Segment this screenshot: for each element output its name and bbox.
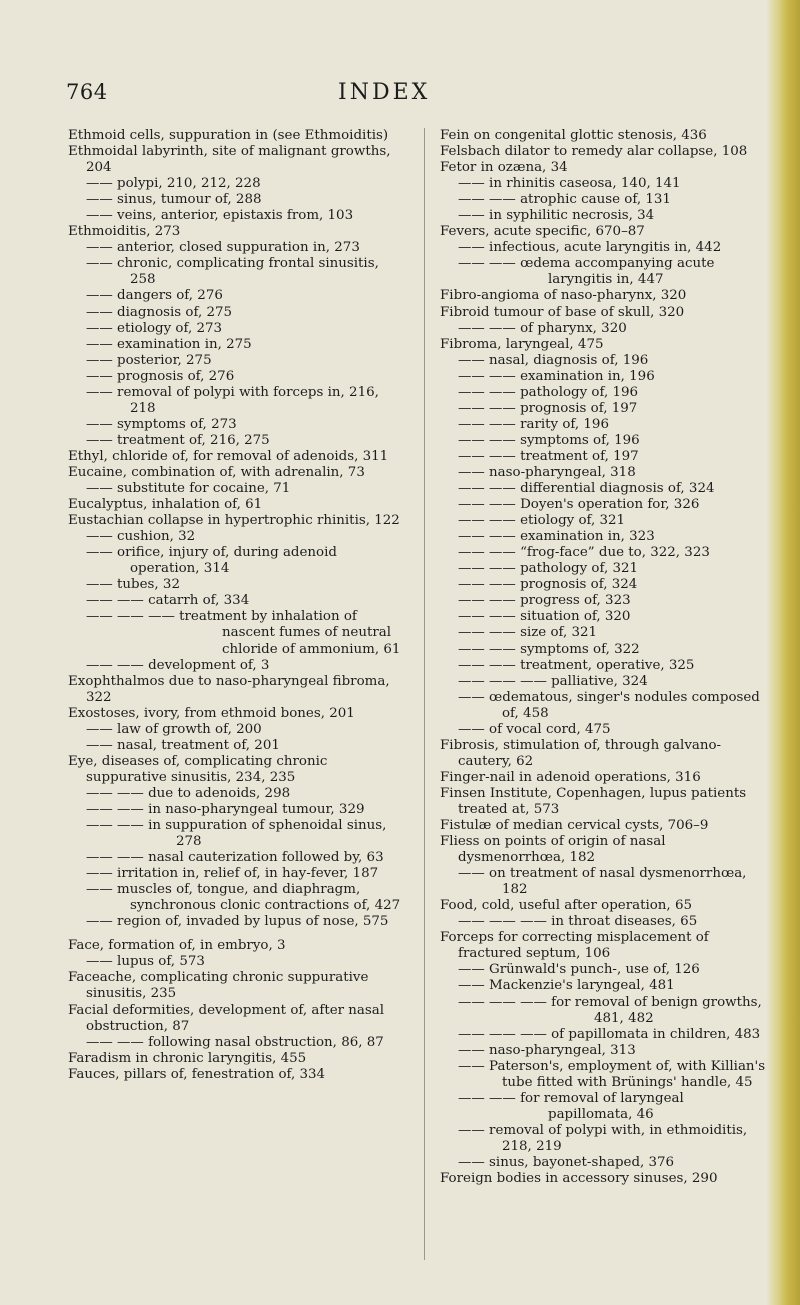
index-entry: —— tubes, 32 xyxy=(86,577,180,593)
index-column-right xyxy=(440,128,772,1187)
index-entry: —— examination in, 275 xyxy=(86,336,252,352)
index-entry: —— —— for removal of laryngeal papillomata, 46 xyxy=(458,1090,684,1122)
index-entry: —— —— —— of papillomata in children, 483 xyxy=(458,1026,761,1042)
index-entry: —— muscles of, tongue, and diaphragm, synchronous clonic contractions of, 427 xyxy=(86,882,401,914)
index-entry: —— —— in naso-pharyngeal tumour, 329 xyxy=(86,801,365,817)
index-entry: —— posterior, 275 xyxy=(86,352,212,368)
column-divider xyxy=(424,128,425,1260)
index-entry: —— cushion, 32 xyxy=(86,529,196,545)
index-entry: Ethmoidal labyrinth, site of malignant growths, 204 xyxy=(68,144,391,176)
index-entry: Eustachian collapse in hypertrophic rhinitis, 122 xyxy=(68,513,400,529)
index-entry: —— polypi, 210, 212, 228 xyxy=(86,176,261,192)
index-entry: —— —— in suppuration of sphenoidal sinus, 278 xyxy=(86,818,387,850)
index-entry: —— anterior, closed suppuration in, 273 xyxy=(86,240,360,256)
index-entry: —— —— situation of, 320 xyxy=(458,609,631,625)
index-entry: —— nasal, diagnosis of, 196 xyxy=(458,352,649,368)
index-entry: Fibroid tumour of base of skull, 320 xyxy=(440,304,685,320)
index-entry: Facial deformities, development of, after nasal obstruction, 87 xyxy=(68,1002,385,1034)
index-entry: —— on treatment of nasal dysmenorrhœa, 182 xyxy=(458,866,747,898)
index-entry: —— —— —— for removal of benign growths, 481, 482 xyxy=(458,994,762,1026)
index-entry: —— —— progress of, 323 xyxy=(458,593,631,609)
index-entry: Exostoses, ivory, from ethmoid bones, 201 xyxy=(68,705,355,721)
index-entry: Eucalyptus, inhalation of, 61 xyxy=(68,497,263,513)
index-entry: —— veins, anterior, epistaxis from, 103 xyxy=(86,208,354,224)
index-entry: —— —— Doyen's operation for, 326 xyxy=(458,497,700,513)
index-entry: Food, cold, useful after operation, 65 xyxy=(440,898,692,914)
index-entry: Eye, diseases of, complicating chronic suppurative sinusitis, 234, 235 xyxy=(68,753,328,785)
index-entry: Fliess on points of origin of nasal dysmenorrhœa, 182 xyxy=(440,834,666,866)
index-entry: —— removal of polypi with, in ethmoiditis, 218, 219 xyxy=(458,1122,748,1154)
index-entry: Felsbach dilator to remedy alar collapse, 108 xyxy=(440,144,748,160)
index-entry: —— naso-pharyngeal, 318 xyxy=(458,464,636,480)
index-entry: —— —— —— palliative, 324 xyxy=(458,673,648,689)
index-entry: Finger-nail in adenoid operations, 316 xyxy=(440,769,701,785)
index-entry: —— —— examination in, 323 xyxy=(458,529,655,545)
index-entry: Ethyl, chloride of, for removal of adenoids, 311 xyxy=(68,448,389,464)
index-entry: —— —— following nasal obstruction, 86, 87 xyxy=(86,1034,384,1050)
index-entry: Fibrosis, stimulation of, through galvano-cautery, 62 xyxy=(440,737,722,769)
page-number: 764 xyxy=(66,80,108,104)
index-entry: Forceps for correcting misplacement of fractured septum, 106 xyxy=(440,930,709,962)
index-entry: —— etiology of, 273 xyxy=(86,320,223,336)
index-entry: Faceache, complicating chronic suppurative sinusitis, 235 xyxy=(68,970,369,1002)
index-entry: Fibro-angioma of naso-pharynx, 320 xyxy=(440,288,687,304)
index-entry: —— —— etiology of, 321 xyxy=(458,513,626,529)
index-entry: Faradism in chronic laryngitis, 455 xyxy=(68,1050,307,1066)
index-entry: —— sinus, bayonet-shaped, 376 xyxy=(458,1155,675,1170)
index-entry: —— lupus of, 573 xyxy=(86,954,205,970)
index-entry: —— infectious, acute laryngitis in, 442 xyxy=(458,240,722,256)
index-entry: —— in syphilitic necrosis, 34 xyxy=(458,208,655,224)
index-entry: —— removal of polypi with forceps in, 216, 218 xyxy=(86,384,379,416)
index-entry: —— symptoms of, 273 xyxy=(86,416,237,432)
index-entry: —— chronic, complicating frontal sinusitis, 258 xyxy=(86,256,379,288)
index-entry: —— —— prognosis of, 197 xyxy=(458,400,638,416)
index-entry: —— —— rarity of, 196 xyxy=(458,416,609,432)
index-entry: Ethmoiditis, 273 xyxy=(68,224,181,240)
index-entry: Fistulæ of median cervical cysts, 706–9 xyxy=(440,818,709,834)
index-entry: —— sinus, tumour of, 288 xyxy=(86,192,262,208)
index-entry: —— —— due to adenoids, 298 xyxy=(86,785,291,801)
index-entry: —— Mackenzie's laryngeal, 481 xyxy=(458,978,675,994)
index-entry: Foreign bodies in accessory sinuses, 290 xyxy=(440,1171,718,1187)
index-entry: Fevers, acute specific, 670–87 xyxy=(440,224,645,240)
index-entry: —— —— —— treatment by inhalation of nascent fumes of neutral chloride of ammonium, 61 xyxy=(86,609,401,657)
index-entry: —— —— of pharynx, 320 xyxy=(458,320,627,336)
index-entry: —— —— œdema accompanying acute laryngitis in, 447 xyxy=(458,256,715,288)
index-entry: Fetor in ozæna, 34 xyxy=(440,160,568,176)
index-entry: Face, formation of, in embryo, 3 xyxy=(68,938,286,954)
index-entry: —— —— pathology of, 321 xyxy=(458,561,639,577)
index-entry: —— —— nasal cauterization followed by, 63 xyxy=(86,850,384,866)
index-entry: —— —— pathology of, 196 xyxy=(458,384,639,400)
index-entry: —— Paterson's, employment of, with Killian's tube fitted with Brünings' handle, 45 xyxy=(458,1058,766,1090)
index-entry: Finsen Institute, Copenhagen, lupus patients treated at, 573 xyxy=(440,785,747,817)
index-entry: —— substitute for cocaine, 71 xyxy=(86,481,291,497)
index-entry: —— —— —— in throat diseases, 65 xyxy=(458,914,698,930)
index-entry: —— naso-pharyngeal, 313 xyxy=(458,1042,636,1058)
index-entry: —— —— treatment, operative, 325 xyxy=(458,657,695,673)
index-entry: —— —— prognosis of, 324 xyxy=(458,577,638,593)
index-entry: —— law of growth of, 200 xyxy=(86,721,262,737)
index-entry: —— orifice, injury of, during adenoid operation, 314 xyxy=(86,545,337,577)
index-entry: —— œdematous, singer's nodules composed of, 458 xyxy=(458,689,760,721)
index-column-left xyxy=(68,128,408,1083)
index-entry: —— irritation in, relief of, in hay-fever, 187 xyxy=(86,866,379,882)
index-entry: —— nasal, treatment of, 201 xyxy=(86,737,280,753)
index-entry: —— —— treatment of, 197 xyxy=(458,448,639,464)
index-entry: Exophthalmos due to naso-pharyngeal fibroma, 322 xyxy=(68,673,390,705)
index-entry: —— —— catarrh of, 334 xyxy=(86,593,250,609)
index-entry: Fibroma, laryngeal, 475 xyxy=(440,336,604,352)
index-entry: —— —— development of, 3 xyxy=(86,657,270,673)
index-entry: Fein on congenital glottic stenosis, 436 xyxy=(440,128,707,143)
index-entry: —— —— symptoms of, 322 xyxy=(458,641,640,657)
index-entry: Fauces, pillars of, fenestration of, 334 xyxy=(68,1066,326,1082)
index-entry: —— Grünwald's punch-, use of, 126 xyxy=(458,962,700,978)
index-entry: —— —— examination in, 196 xyxy=(458,368,655,384)
index-entry: —— region of, invaded by lupus of nose, 575 xyxy=(86,914,389,930)
index-entry: —— dangers of, 276 xyxy=(86,288,223,304)
index-entry: —— —— atrophic cause of, 131 xyxy=(458,192,671,208)
index-entry: —— prognosis of, 276 xyxy=(86,368,235,384)
index-entry: —— diagnosis of, 275 xyxy=(86,304,233,320)
index-entry: Eucaine, combination of, with adrenalin, 73 xyxy=(68,464,365,480)
index-entry: —— in rhinitis caseosa, 140, 141 xyxy=(458,176,681,192)
index-entry: Ethmoid cells, suppuration in (see Ethmoiditis) xyxy=(68,128,389,143)
index-entry: —— —— symptoms of, 196 xyxy=(458,432,640,448)
index-entry: —— —— differential diagnosis of, 324 xyxy=(458,481,715,497)
index-entry: —— of vocal cord, 475 xyxy=(458,721,611,737)
index-entry: —— treatment of, 216, 275 xyxy=(86,432,270,448)
running-head: INDEX xyxy=(338,80,431,105)
index-entry: —— —— “frog-face” due to, 322, 323 xyxy=(458,545,710,561)
index-entry: —— —— size of, 321 xyxy=(458,625,598,641)
